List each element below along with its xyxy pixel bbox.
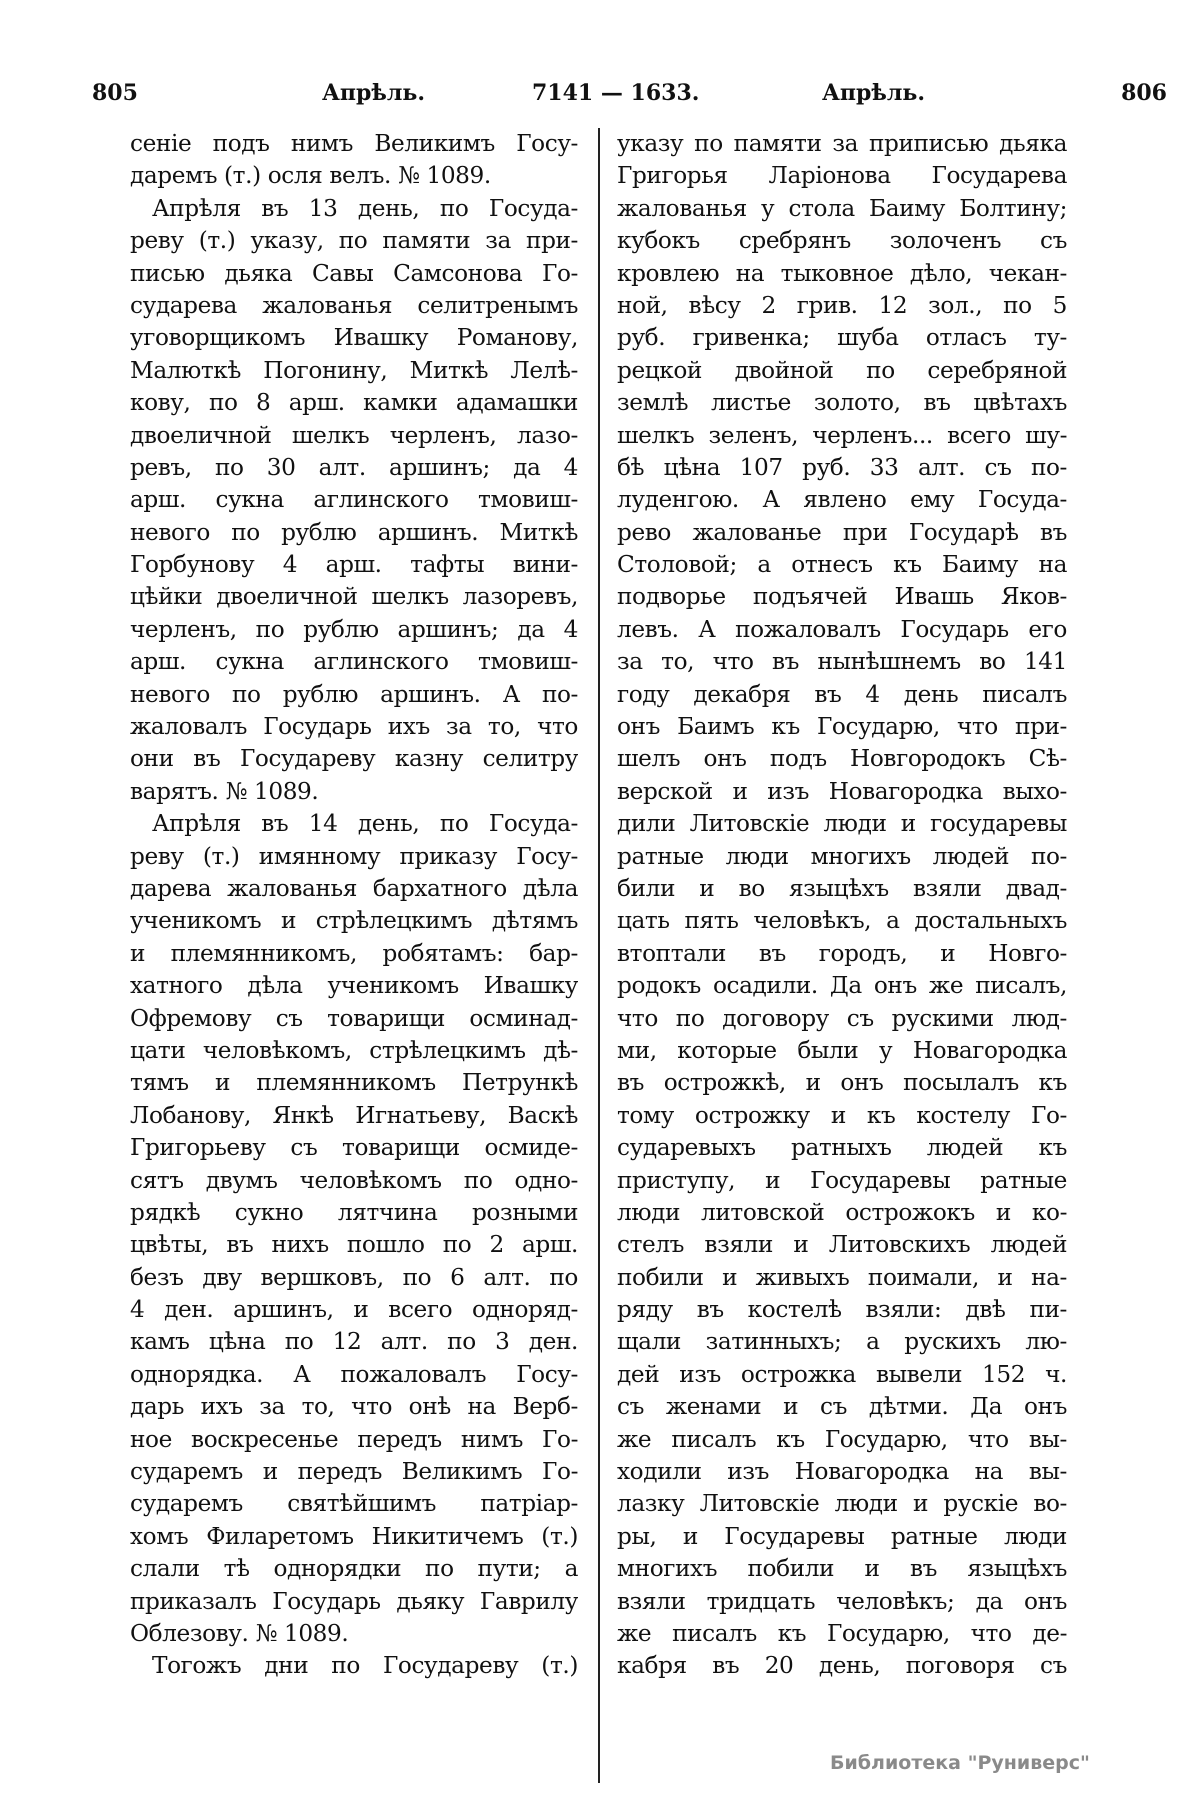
text-line: бѣ цѣна 107 руб. 33 алт. съ по- [617,453,1067,481]
text-line: Столовой; а отнесъ къ Баиму на [617,551,1067,579]
right-page-number: 806 [1121,80,1167,106]
text-line: они въ Государеву казну селитру [130,745,578,773]
right-text-column [617,128,1067,1683]
left-running-month: Апрѣль. [322,80,425,106]
text-line: тямъ и племянникомъ Петрункѣ [130,1069,578,1097]
text-line: землѣ листье золото, въ цвѣтахъ [617,389,1067,417]
text-line: въ острожкѣ, и онъ посылалъ къ [617,1069,1067,1097]
text-line: Григорья Ларіонова Государева [617,162,1067,190]
text-line: рево жалованье при Государѣ въ [617,518,1067,546]
text-line: безъ двy вершковъ, по 6 алт. по [130,1263,578,1291]
text-line: Малюткѣ Погонину, Миткѣ Лелѣ- [130,356,578,384]
text-line: Григорьеву съ товарищи осмиде- [130,1134,578,1162]
text-line: слали тѣ однорядки по пути; а [130,1555,578,1583]
text-line: дарь ихъ за то, что онѣ на Верб- [130,1393,578,1421]
text-line: онъ Баимъ къ Государю, что при- [617,713,1067,741]
text-line: рядкѣ сукно лятчина розными [130,1198,578,1226]
text-line: родокъ осадили. Да онъ же писалъ, [617,972,1067,1000]
text-line: писью дьяка Савы Самсонова Го- [130,259,578,287]
text-line: сударемъ и передъ Великимъ Го- [130,1458,578,1486]
text-line: ученикомъ и стрѣлецкимъ дѣтямъ [130,907,578,935]
text-line: шелъ онъ подъ Новгородокъ Сѣ- [617,745,1067,773]
text-line: цати человѣкомъ, стрѣлецкимъ дѣ- [130,1036,578,1064]
text-line: дей изъ острожка вывели 152 ч. [617,1360,1067,1388]
text-line: ры, и Государевы ратные люди [617,1522,1067,1550]
text-line: сударева жалованья селитренымъ [130,291,578,319]
text-line: приказалъ Государь дьяку Гаврилу [130,1587,578,1615]
text-line: цвѣты, въ нихъ пошло по 2 арш. [130,1231,578,1259]
text-line: взяли тридцать человѣкъ; да онъ [617,1587,1067,1615]
text-line: ми, которые были у Новагородка [617,1036,1067,1064]
text-line: двоеличной шелкъ черленъ, лазо- [130,421,578,449]
text-line: тому острожку и къ костелу Го- [617,1101,1067,1129]
text-line: кову, по 8 арш. камки адамашки [130,389,578,417]
text-line: ходили изъ Новагородка на вы- [617,1458,1067,1486]
text-line: сятъ двумъ человѣкомъ по одно- [130,1166,578,1194]
text-line: же писалъ къ Государю, что вы- [617,1425,1067,1453]
text-line: за то, что въ нынѣшнемъ во 141 [617,648,1067,676]
text-line: щали затинныхъ; а рускихъ лю- [617,1328,1067,1356]
right-running-month: Апрѣль. [822,80,925,106]
running-header [92,80,1167,116]
text-line: верской и изъ Новагородка выхо- [617,777,1067,805]
text-line: Облезову. № 1089. [130,1619,349,1647]
text-line: многихъ побили и въ языцѣхъ [617,1555,1067,1583]
text-line: сударемъ святѣйшимъ патріар- [130,1490,578,1518]
text-line: жалованья у стола Баиму Болтину; [617,194,1067,222]
text-line: сударевыхъ ратныхъ людей къ [617,1134,1067,1162]
text-line: рецкой двойной по серебряной [617,356,1067,384]
text-line: левъ. А пожаловалъ Государь его [617,615,1067,643]
text-line: и племянникомъ, робятамъ: бар- [130,939,578,967]
text-line: кровлею на тыковное дѣло, чекан- [617,259,1067,287]
text-line: уговорщикомъ Ивашку Романову, [130,324,578,352]
text-line: реву (т.) указу, по памяти за при- [130,227,578,255]
text-line: ратные люди многихъ людей по- [617,842,1067,870]
text-line: Офремову съ товарищи осминад- [130,1004,578,1032]
text-line: цѣйки двоеличной шелкъ лазоревъ, [130,583,578,611]
text-line: арш. сукна аглинского тмовиш- [130,648,578,676]
text-line: подворье подъячей Ивашь Яков- [617,583,1067,611]
text-line: однорядка. А пожаловалъ Госу- [130,1360,578,1388]
text-line: году декабря въ 4 день писалъ [617,680,1067,708]
text-line: дарева жалованья бархатного дѣла [130,874,578,902]
text-line: 4 ден. аршинъ, и всего одноряд- [130,1296,578,1324]
text-line: приступу, и Государевы ратные [617,1166,1067,1194]
text-line: кабря въ 20 день, поговоря съ [617,1652,1067,1680]
column-divider [598,128,600,1783]
text-line: же писалъ къ Государю, что де- [617,1619,1067,1647]
text-line: арш. сукна аглинского тмовиш- [130,486,578,514]
text-line: Апрѣля въ 14 день, по Госуда- [152,810,578,838]
library-watermark: Библиотека "Руниверс" [830,1752,1090,1774]
text-line: указу по памяти за приписью дьяка [617,130,1067,157]
text-line: черленъ, по рублю аршинъ; да 4 [130,615,578,643]
text-line: даремъ (т.) осля велъ. № 1089. [130,162,491,190]
text-line: хатного дѣла ученикомъ Ивашку [130,972,578,1000]
text-line: втоптали въ городъ, и Новго- [617,939,1067,967]
text-line: стелъ взяли и Литовскихъ людей [617,1231,1067,1259]
text-line: цать пять человѣкъ, а достальныхъ [617,907,1067,935]
text-line: хомъ Филаретомъ Никитичемъ (т.) [130,1522,578,1550]
year-heading: 7141 — 1633. [532,80,700,106]
text-line: люди литовской острожокъ и ко- [617,1198,1067,1226]
text-line: Лобанову, Янкѣ Игнатьеву, Васкѣ [130,1101,578,1129]
text-line: били и во языцѣхъ взяли двад- [617,874,1067,902]
text-line: ное воскресенье передъ нимъ Го- [130,1425,578,1453]
text-line: ряду въ костелѣ взяли: двѣ пи- [617,1296,1067,1324]
text-line: ревъ, по 30 алт. аршинъ; да 4 [130,453,578,481]
text-line: кубокъ сребрянъ золоченъ съ [617,227,1067,255]
left-text-column [130,128,578,1683]
text-line: сеніе подъ нимъ Великимъ Госу- [130,130,578,157]
text-line: съ женами и съ дѣтми. Да онъ [617,1393,1067,1421]
left-page-number: 805 [92,80,138,106]
text-line: невого по рублю аршинъ. Миткѣ [130,518,578,546]
text-line: что по договору съ рускими люд- [617,1004,1067,1032]
text-line: шелкъ зеленъ, черленъ... всего шу- [617,421,1067,449]
text-line: Горбунову 4 арш. тафты вини- [130,551,578,579]
text-line: луденгою. А явлено ему Госуда- [617,486,1067,514]
text-line: варятъ. № 1089. [130,777,319,805]
text-line: лазку Литовскіе люди и рускіе во- [617,1490,1067,1518]
text-line: камъ цѣна по 12 алт. по 3 ден. [130,1328,578,1356]
text-line: невого по рублю аршинъ. А по- [130,680,578,708]
text-line: Тогожъ дни по Государеву (т.) [152,1652,578,1680]
text-line: Апрѣля въ 13 день, по Госуда- [152,194,578,222]
text-line: реву (т.) имянному приказу Госу- [130,842,578,870]
text-line: ной, вѣсу 2 грив. 12 зол., по 5 [617,291,1067,319]
text-line: руб. гривенка; шуба отласъ ту- [617,324,1067,352]
text-line: дили Литовскіе люди и государевы [617,810,1067,838]
text-line: жаловалъ Государь ихъ за то, что [130,713,578,741]
text-line: побили и живыхъ поимали, и на- [617,1263,1067,1291]
